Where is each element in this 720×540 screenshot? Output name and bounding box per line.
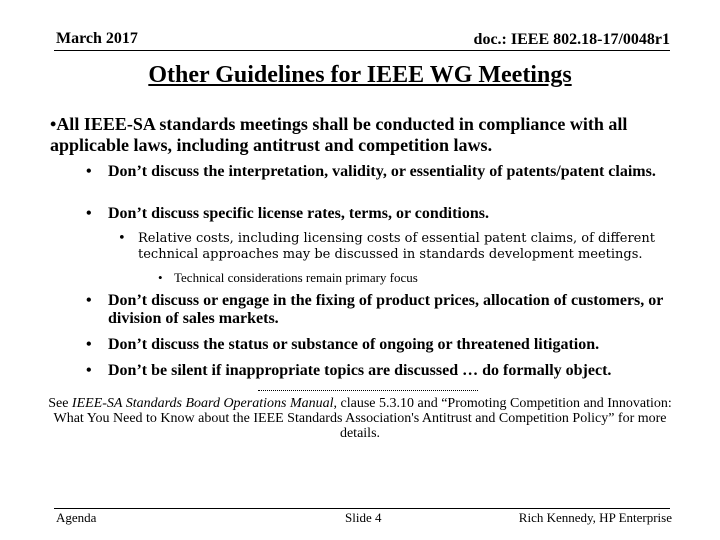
main-bullet — [50, 114, 690, 156]
bullet-license-rates — [86, 205, 686, 223]
bullet-patents-text: Don’t discuss the interpretation, validity, or essentiality of patents/patent claims. — [108, 163, 656, 180]
reference-prefix: See — [48, 396, 72, 411]
bullet-marker: • — [86, 336, 92, 353]
slide-number: Slide 4 — [345, 510, 382, 525]
bullet-marker: • — [86, 205, 92, 222]
reference-note — [40, 396, 680, 441]
sub-bullet-relative-costs-text: Relative costs, including licensing costs of essential patent claims, of different technical approaches may be discussed in standards development meetings. — [138, 231, 655, 262]
bullet-object-text: Don’t be silent if inappropriate topics are discussed … do formally object. — [108, 362, 612, 379]
bullet-litigation — [86, 336, 686, 354]
reference-suffix: , clause 5.3.10 and “Promoting Competition and Innovation: What You Need to Know about the IEEE Standards Association's Antitrust and Competition Policy” for more details. — [53, 396, 672, 441]
bullet-object — [86, 362, 686, 380]
bullet-marker: • — [118, 231, 126, 246]
bullet-marker: • — [50, 114, 57, 134]
footer-divider — [54, 508, 670, 509]
sub-sub-bullet-technical — [158, 270, 658, 286]
dotted-separator — [258, 390, 478, 391]
slide-title: Other Guidelines for IEEE WG Meetings — [148, 62, 572, 88]
header-date: March 2017 — [56, 30, 138, 47]
bullet-marker: • — [86, 163, 92, 180]
footer-author: Rich Kennedy, HP Enterprise — [518, 510, 672, 525]
bullet-marker: • — [158, 270, 163, 285]
footer-left: Agenda — [56, 510, 97, 525]
bullet-marker: • — [86, 292, 92, 309]
sub-sub-bullet-technical-text: Technical considerations remain primary focus — [174, 270, 418, 285]
reference-manual-title: IEEE-SA Standards Board Operations Manual — [71, 396, 334, 411]
bullet-litigation-text: Don’t discuss the status or substance of ongoing or threatened litigation. — [108, 336, 600, 353]
bullet-prices-text: Don’t discuss or engage in the fixing of product prices, allocation of customers, or division of sales markets. — [108, 292, 664, 327]
bullet-license-rates-text: Don’t discuss specific license rates, terms, or conditions. — [108, 205, 489, 222]
main-bullet-text: All IEEE-SA standards meetings shall be conducted in compliance with all applicable laws, including antitrust and competition laws. — [50, 114, 628, 155]
bullet-prices — [86, 292, 686, 328]
bullet-patents — [86, 163, 686, 181]
sub-bullet-relative-costs — [118, 231, 678, 263]
bullet-marker: • — [86, 362, 92, 379]
header-divider — [54, 50, 670, 51]
header-doc-id: doc.: IEEE 802.18-17/0048r1 — [473, 31, 670, 48]
